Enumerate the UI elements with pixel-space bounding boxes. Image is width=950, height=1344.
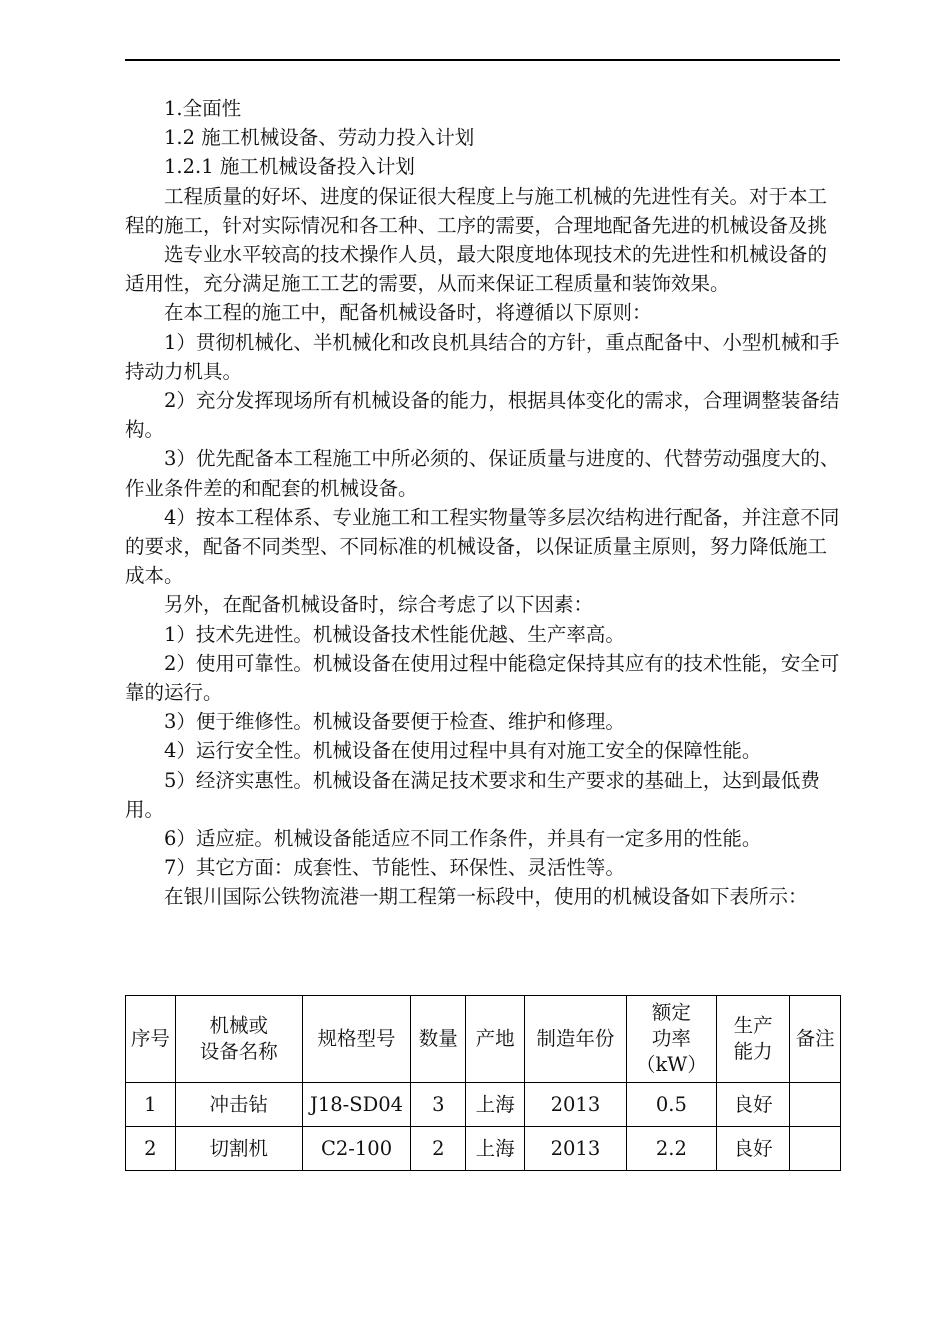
factor-item: 4）运行安全性。机械设备在使用过程中具有对施工安全的保障性能。 [164, 739, 762, 763]
factor-item: 1）技术先进性。机械设备技术性能优越、生产率高。 [164, 622, 625, 646]
cell-index: 2 [126, 1127, 176, 1171]
principle-item: 3）优先配备本工程施工中所必须的、保证质量与进度的、代替劳动强度大的、作业条件差的和配套的机械设备。 [125, 447, 840, 500]
header-cell-year: 制造年份 [525, 996, 627, 1083]
header-cell-quantity: 数量 [411, 996, 466, 1083]
heading-1-2: 1.2 施工机械设备、劳动力投入计划 [164, 126, 475, 150]
table-header-row [126, 996, 841, 1083]
header-cell-origin: 产地 [466, 996, 525, 1083]
cell-power: 0.5 [626, 1083, 716, 1127]
cell-index: 1 [126, 1083, 176, 1127]
cell-remarks [790, 1083, 841, 1127]
cell-model: C2-100 [302, 1127, 411, 1171]
cell-name: 切割机 [175, 1127, 302, 1171]
cell-model: J18-SD04 [302, 1083, 411, 1127]
principle-item: 1）贯彻机械化、半机械化和改良机具结合的方针，重点配备中、小型机械和手持动力机具。 [125, 330, 840, 383]
cell-name: 冲击钻 [175, 1083, 302, 1127]
table-row [126, 1083, 841, 1127]
heading-1-2-1: 1.2.1 施工机械设备投入计划 [164, 155, 415, 179]
header-cell-capacity: 生产 能力 [717, 996, 790, 1083]
cell-capacity: 良好 [717, 1127, 790, 1171]
paragraph-factors-lead: 另外，在配备机械设备时，综合考虑了以下因素： [164, 593, 594, 617]
cell-quantity: 2 [411, 1127, 466, 1171]
header-cell-name: 机械或 设备名称 [175, 996, 302, 1083]
principle-item: 4）按本工程体系、专业施工和工程实物量等多层次结构进行配备，并注意不同的要求，配备不同类型、不同标准的机械设备，以保证质量主原则，努力降低施工成本。 [125, 505, 840, 588]
factor-item: 6）适应症。机械设备能适应不同工作条件，并具有一定多用的性能。 [164, 827, 762, 851]
principle-item: 2）充分发挥现场所有机械设备的能力，根据具体变化的需求，合理调整装备结构。 [125, 389, 840, 442]
heading-1: 1.全面性 [164, 97, 242, 120]
paragraph-staff: 选专业水平较高的技术操作人员，最大限度地体现技术的先进性和机械设备的适用性，充分满足施工工艺的需要，从而来保证工程质量和装饰效果。 [125, 243, 828, 296]
paragraph-table-lead: 在银川国际公铁物流港一期工程第一标段中，使用的机械设备如下表所示： [164, 885, 808, 909]
factor-item: 7）其它方面：成套性、节能性、环保性、灵活性等。 [164, 856, 625, 880]
paragraph-principles-lead: 在本工程的施工中，配备机械设备时，将遵循以下原则： [164, 301, 652, 325]
factor-item: 2）使用可靠性。机械设备在使用过程中能稳定保持其应有的技术性能，安全可靠的运行。 [125, 651, 840, 705]
table-row [126, 1127, 841, 1171]
header-cell-model: 规格型号 [302, 996, 411, 1083]
equipment-table [125, 995, 841, 1171]
cell-power: 2.2 [626, 1127, 716, 1171]
paragraph-intro: 工程质量的好坏、进度的保证很大程度上与施工机械的先进性有关。对于本工程的施工，针对实际情况和各工种、工序的需要，合理地配备先进的机械设备及挑 [125, 184, 828, 237]
cell-year: 2013 [525, 1127, 627, 1171]
header-rule [125, 59, 840, 61]
cell-year: 2013 [525, 1083, 627, 1127]
cell-origin: 上海 [466, 1083, 525, 1127]
document-body [125, 94, 840, 912]
factor-item: 5）经济实惠性。机械设备在满足技术要求和生产要求的基础上，达到最低费用。 [125, 768, 820, 821]
header-cell-power: 额定 功率 （kW） [626, 996, 716, 1083]
cell-origin: 上海 [466, 1127, 525, 1171]
cell-quantity: 3 [411, 1083, 466, 1127]
cell-capacity: 良好 [717, 1083, 790, 1127]
header-cell-index: 序号 [126, 996, 176, 1083]
cell-remarks [790, 1127, 841, 1171]
header-cell-remarks: 备注 [790, 996, 841, 1083]
factor-item: 3）便于维修性。机械设备要便于检查、维护和修理。 [164, 710, 625, 734]
